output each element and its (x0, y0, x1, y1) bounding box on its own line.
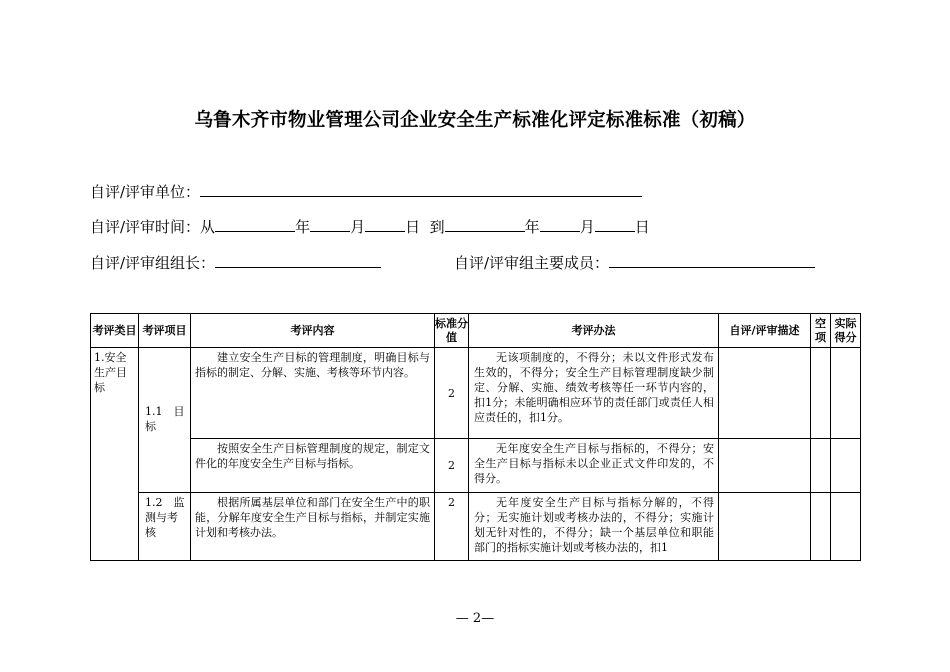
evaluation-table (90, 313, 861, 561)
header-description: 自评/评审描述 (719, 314, 811, 348)
table-row (91, 439, 861, 493)
unit-blank[interactable] (200, 181, 642, 197)
content-cell: 按照安全生产目标管理制度的规定，制定文件化的年度安全生产目标与指标。 (195, 442, 430, 470)
end-year-blank[interactable] (445, 216, 525, 232)
content-cell: 建立安全生产目标的管理制度，明确目标与指标的制定、分解、实施、考核等环节内容。 (195, 351, 430, 379)
description-cell[interactable] (719, 493, 811, 561)
header-score: 标准分值 (435, 314, 469, 348)
end-month-blank[interactable] (540, 216, 580, 232)
header-category: 考评类目 (91, 314, 139, 348)
month-label-2: 月 (579, 218, 595, 236)
leader-field (90, 252, 381, 273)
header-empty-item: 空项 (811, 314, 831, 348)
time-label: 自评/评审时间：从 (90, 218, 216, 236)
table-row (91, 493, 861, 561)
empty-item-cell[interactable] (811, 348, 831, 439)
score-cell: 2 (435, 493, 469, 561)
start-month-blank[interactable] (310, 216, 350, 232)
document-title: 乌鲁木齐市物业管理公司企业安全生产标准化评定标准标准（初稿） (194, 110, 756, 131)
time-field (90, 216, 650, 237)
empty-item-cell[interactable] (811, 493, 831, 561)
actual-score-cell[interactable] (831, 493, 861, 561)
header-item: 考评项目 (139, 314, 191, 348)
members-field (454, 252, 815, 273)
unit-field (90, 181, 642, 202)
actual-score-cell[interactable] (831, 348, 861, 439)
score-cell: 2 (435, 439, 469, 493)
header-row (91, 314, 861, 348)
start-day-blank[interactable] (365, 216, 405, 232)
month-label: 月 (350, 218, 366, 236)
day-label: 日 (405, 218, 421, 236)
score-cell: 2 (435, 348, 469, 439)
content-cell: 根据所属基层单位和部门在安全生产中的职能，分解年度安全生产目标与指标，并制定实施计划和考核办法。 (195, 496, 430, 539)
header-content: 考评内容 (191, 314, 435, 348)
start-year-blank[interactable] (215, 216, 295, 232)
method-cell: 无年度安全生产目标与指标的，不得分；安全生产目标与指标未以企业正式文件印发的，不得分。 (474, 442, 714, 485)
item-cell-target: 1.1 目标 (139, 348, 191, 493)
page-number: — 2— (455, 611, 495, 626)
to-label: 到 (429, 218, 445, 236)
description-cell[interactable] (719, 439, 811, 493)
year-label-2: 年 (524, 218, 540, 236)
members-blank[interactable] (609, 252, 815, 268)
leader-blank[interactable] (215, 252, 381, 268)
day-label-2: 日 (634, 218, 650, 236)
category-cell: 1.安全生产目标 (91, 348, 139, 561)
table-row (91, 348, 861, 439)
item-cell-monitoring: 1.2 监测与考核 (139, 493, 191, 561)
header-method: 考评办法 (469, 314, 719, 348)
method-cell: 无该项制度的，不得分；未以文件形式发布生效的，不得分；安全生产目标管理制度缺少制定、分解、实施、绩效考核等任一环节内容的，扣1分；未能明确相应环节的责任部门或责任人相应责任的，扣1分。 (474, 351, 714, 424)
leader-label: 自评/评审组组长： (90, 254, 216, 272)
description-cell[interactable] (719, 348, 811, 439)
actual-score-cell[interactable] (831, 439, 861, 493)
end-day-blank[interactable] (595, 216, 635, 232)
method-cell: 无年度安全生产目标与指标分解的，不得分；无实施计划或考核办法的，不得分；实施计划无针对性的，不得分；缺一个基层单位和职能部门的指标实施计划或考核办法的，扣1 (474, 496, 714, 554)
year-label: 年 (295, 218, 311, 236)
members-label: 自评/评审组主要成员： (454, 254, 610, 272)
header-actual-score: 实际得分 (831, 314, 861, 348)
unit-label: 自评/评审单位： (90, 183, 201, 201)
empty-item-cell[interactable] (811, 439, 831, 493)
